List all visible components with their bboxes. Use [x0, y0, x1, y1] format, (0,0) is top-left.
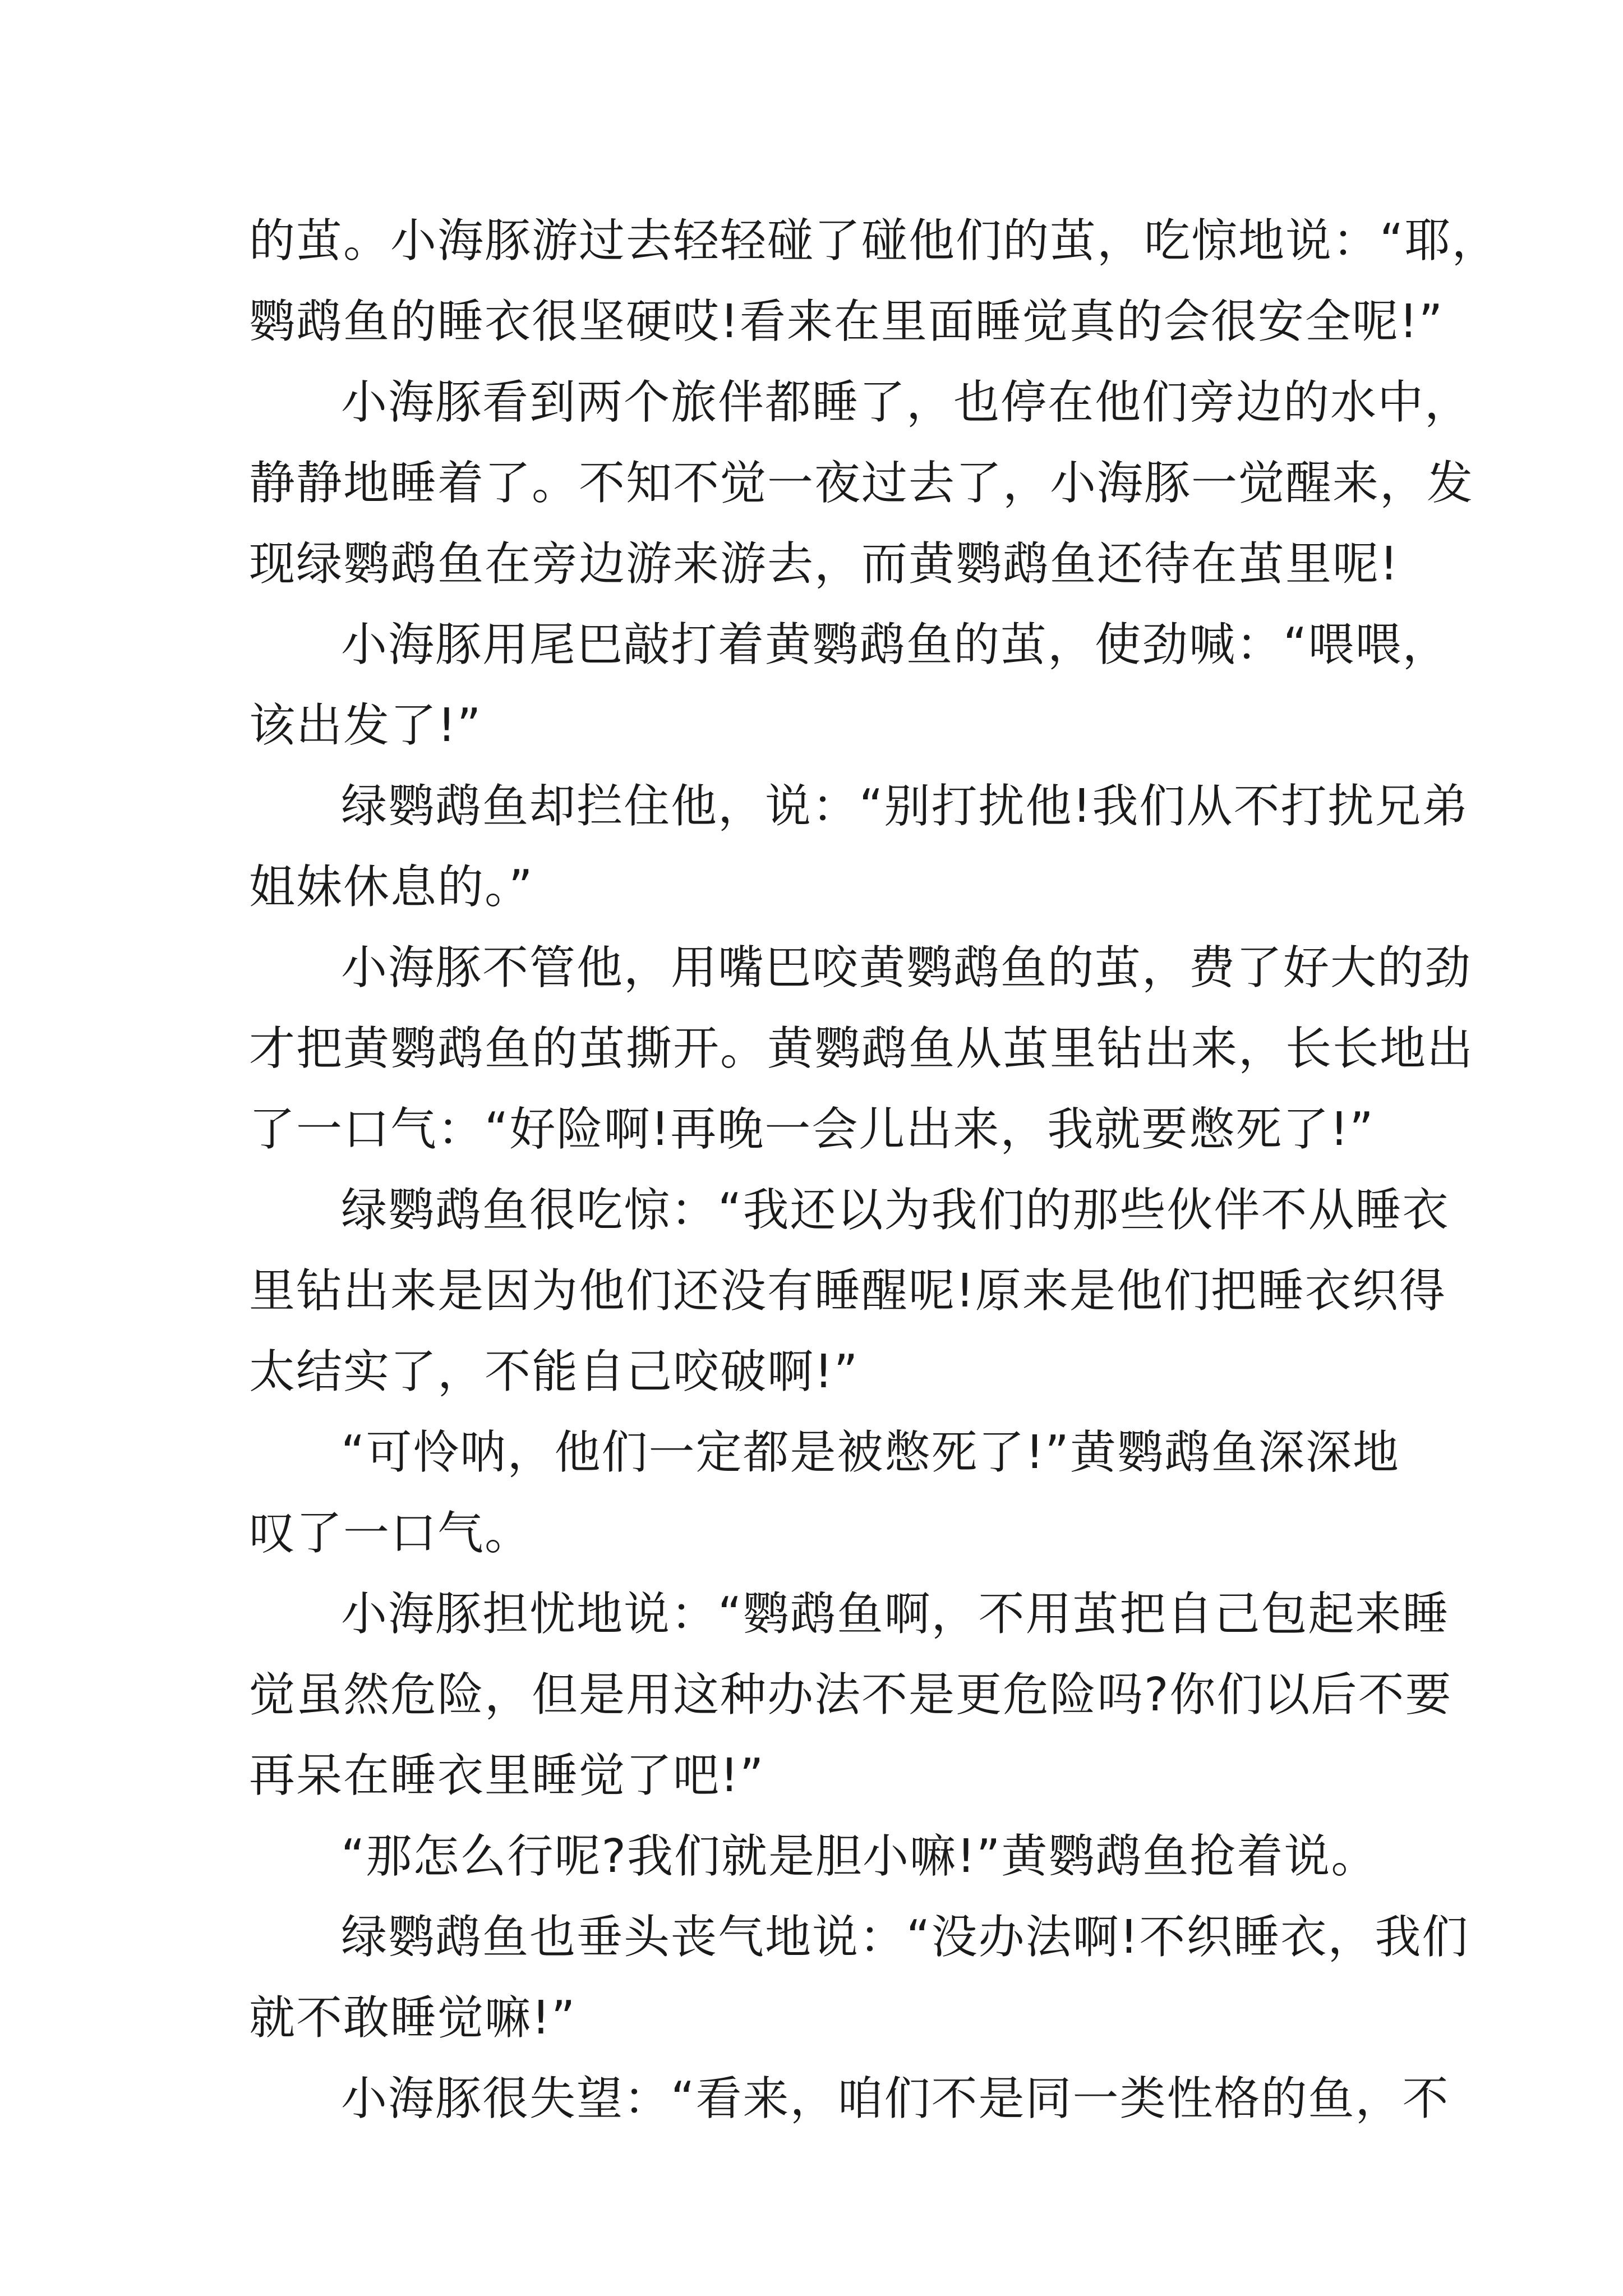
- text-line: “可怜呐，他们一定都是被憋死了!”黄鹦鹉鱼深深地: [341, 1426, 1400, 1479]
- story-text: [249, 201, 1499, 2139]
- text-line: 里钻出来是因为他们还没有睡醒呢!原来是他们把睡衣织得: [249, 1264, 1446, 1318]
- text-line: 该出发了!”: [249, 699, 482, 752]
- text-line: 了一口气：“好险啊!再晚一会儿出来，我就要憋死了!”: [249, 1103, 1375, 1156]
- text-line: 叹了一口气。: [249, 1507, 532, 1560]
- text-line: “那怎么行呢?我们就是胆小嘛!”黄鹦鹉鱼抢着说。: [341, 1830, 1378, 1883]
- text-line: 再呆在睡衣里睡觉了吧!”: [249, 1749, 765, 1802]
- text-line: 小海豚用尾巴敲打着黄鹦鹉鱼的茧，使劲喊：“喂喂，: [341, 618, 1450, 671]
- text-line: 的茧。小海豚游过去轻轻碰了碰他们的茧，吃惊地说：“耶，: [249, 214, 1499, 268]
- text-line: 才把黄鹦鹉鱼的茧撕开。黄鹦鹉鱼从茧里钻出来，长长地出: [249, 1022, 1474, 1075]
- text-line: 就不敢睡觉嘛!”: [249, 1991, 577, 2045]
- text-line: 小海豚看到两个旅伴都睡了，也停在他们旁边的水中，: [341, 376, 1472, 429]
- text-line: 小海豚担忧地说：“鹦鹉鱼啊，不用茧把自己包起来睡: [341, 1588, 1450, 1641]
- text-line: 鹦鹉鱼的睡衣很坚硬哎!看来在里面睡觉真的会很安全呢!”: [249, 295, 1444, 348]
- text-line: 觉虽然危险，但是用这种办法不是更危险吗?你们以后不要: [249, 1668, 1453, 1722]
- text-line: 太结实了，不能自己咬破啊!”: [249, 1345, 859, 1398]
- text-line: 姐妹休息的。”: [249, 861, 534, 914]
- text-line: 现绿鹦鹉鱼在旁边游来游去，而黄鹦鹉鱼还待在茧里呢!: [249, 537, 1399, 591]
- text-line: 绿鹦鹉鱼也垂头丧气地说：“没办法啊!不织睡衣，我们: [341, 1911, 1469, 1964]
- text-line: 小海豚不管他，用嘴巴咬黄鹦鹉鱼的茧，费了好大的劲: [341, 941, 1472, 995]
- text-line: 静静地睡着了。不知不觉一夜过去了，小海豚一觉醒来，发: [249, 457, 1474, 510]
- text-line: 绿鹦鹉鱼很吃惊：“我还以为我们的那些伙伴不从睡衣: [341, 1184, 1450, 1237]
- text-line: 绿鹦鹉鱼却拦住他，说：“别打扰他!我们从不打扰兄弟: [341, 780, 1469, 833]
- text-line: 小海豚很失望：“看来，咱们不是同一类性格的鱼，不: [341, 2072, 1450, 2125]
